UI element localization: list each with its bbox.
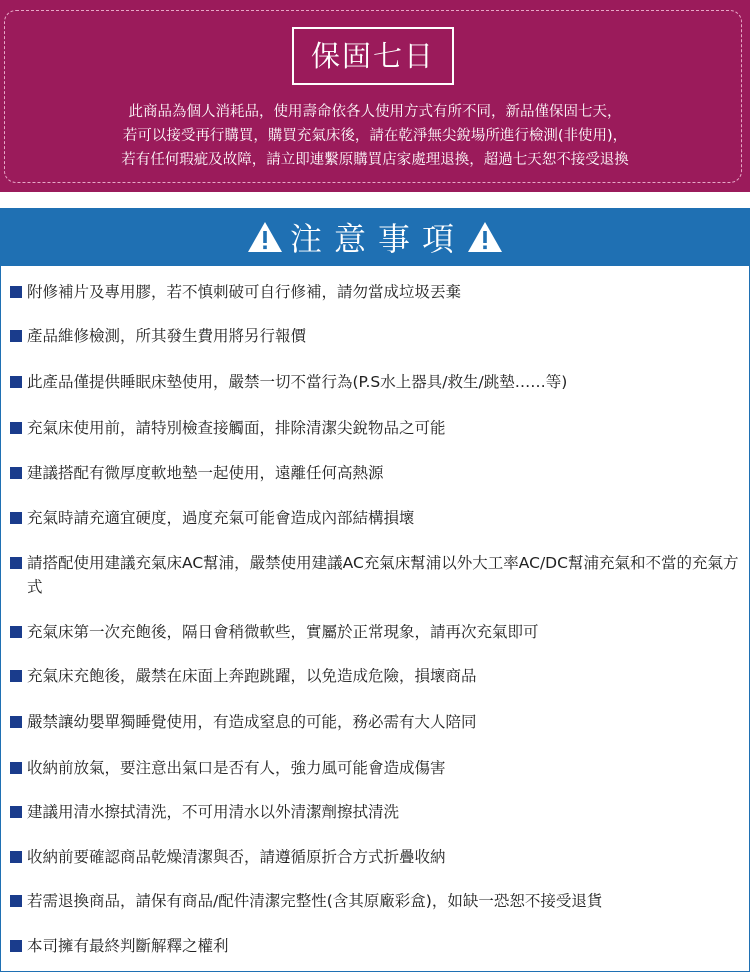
bullet-square-icon bbox=[10, 376, 22, 388]
bullet-square-icon bbox=[10, 330, 22, 342]
notice-item: 收納前放氣，要注意出氣口是否有人，強力風可能會造成傷害 bbox=[10, 756, 740, 780]
bullet-square-icon bbox=[10, 626, 22, 638]
notice-item: 嚴禁讓幼嬰單獨睡覺使用，有造成窒息的可能，務必需有大人陪同 bbox=[10, 710, 740, 734]
notice-heading bbox=[246, 208, 504, 266]
warranty-line-3: 若有任何瑕疵及故障，請立即連繫原購買店家處理退換，超過七天恕不接受退換 bbox=[121, 152, 629, 168]
notice-item: 建議用清水擦拭清洗，不可用清水以外清潔劑擦拭清洗 bbox=[10, 800, 740, 824]
notice-item: 此產品僅提供睡眠床墊使用，嚴禁一切不當行為(P.S水上器具/救生/跳墊……等) bbox=[10, 370, 740, 394]
notice-title: 注意事項 bbox=[289, 220, 466, 258]
notice-item: 收納前要確認商品乾燥清潔與否，請遵循原折合方式折疊收納 bbox=[10, 845, 740, 869]
bullet-square-icon bbox=[10, 467, 22, 479]
warranty-line-2: 若可以接受再行購買，購買充氣床後，請在乾淨無尖銳場所進行檢測(非使用)， bbox=[122, 128, 628, 144]
notice-item: 附修補片及專用膠，若不慎刺破可自行修補，請勿當成垃圾丟棄 bbox=[10, 280, 740, 304]
notice-item: 充氣床使用前，請特別檢查接觸面，排除清潔尖銳物品之可能 bbox=[10, 416, 740, 440]
notice-banner bbox=[0, 208, 750, 266]
notice-item: 本司擁有最終判斷解釋之權利 bbox=[10, 934, 740, 958]
warranty-line-1: 此商品為個人消耗品，使用壽命依各人使用方式有所不同，新品僅保固七天， bbox=[128, 104, 622, 120]
warning-triangle-icon bbox=[246, 220, 284, 254]
bullet-square-icon bbox=[10, 940, 22, 952]
bullet-square-icon bbox=[10, 716, 22, 728]
bullet-square-icon bbox=[10, 762, 22, 774]
notice-item: 若需退換商品，請保有商品/配件清潔完整性(含其原廠彩盒)，如缺一恐恕不接受退貨 bbox=[10, 889, 740, 913]
bullet-square-icon bbox=[10, 422, 22, 434]
warranty-description bbox=[0, 100, 750, 172]
warranty-title: 保固七日 bbox=[292, 27, 454, 85]
bullet-square-icon bbox=[10, 806, 22, 818]
notice-item: 充氣時請充適宜硬度，過度充氣可能會造成內部結構損壞 bbox=[10, 506, 740, 530]
warning-triangle-icon bbox=[466, 220, 504, 254]
warranty-section bbox=[0, 0, 750, 192]
notice-item: 充氣床充飽後，嚴禁在床面上奔跑跳躍，以免造成危險，損壞商品 bbox=[10, 664, 740, 688]
bullet-square-icon bbox=[10, 851, 22, 863]
notice-item: 產品維修檢測，所其發生費用將另行報價 bbox=[10, 324, 740, 348]
bullet-square-icon bbox=[10, 557, 22, 569]
notice-item: 請搭配使用建議充氣床AC幫浦，嚴禁使用建議AC充氣床幫浦以外大工率AC/DC幫浦充氣和不當的充氣方式 bbox=[10, 551, 740, 599]
bullet-square-icon bbox=[10, 895, 22, 907]
bullet-square-icon bbox=[10, 512, 22, 524]
notice-item: 建議搭配有微厚度軟地墊一起使用，遠離任何高熱源 bbox=[10, 461, 740, 485]
bullet-square-icon bbox=[10, 670, 22, 682]
notice-item: 充氣床第一次充飽後，隔日會稍微軟些，實屬於正常現象，請再次充氣即可 bbox=[10, 620, 740, 644]
bullet-square-icon bbox=[10, 286, 22, 298]
